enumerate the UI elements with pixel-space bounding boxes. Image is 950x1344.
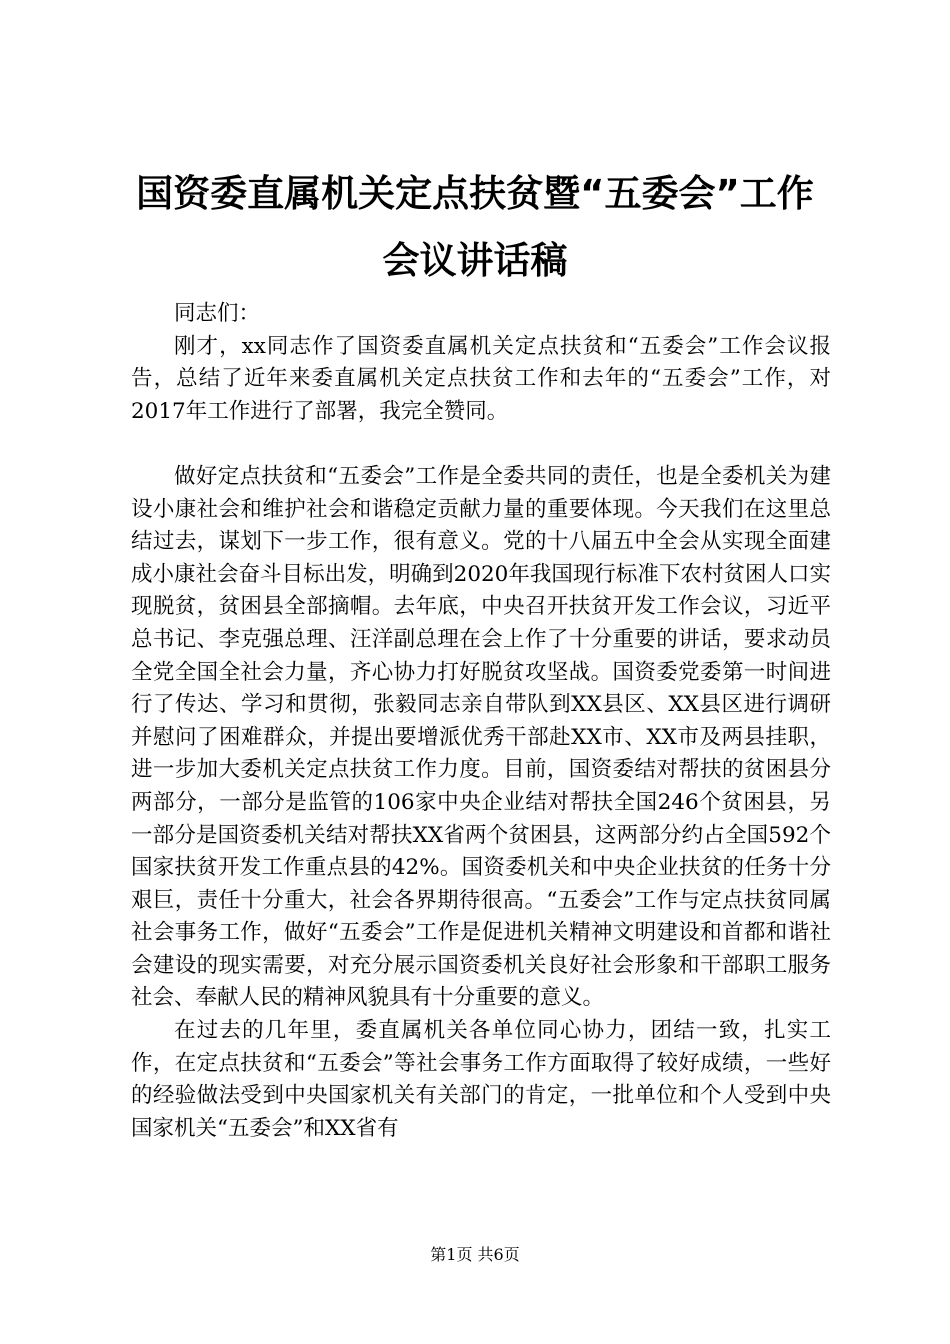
salutation-paragraph: 同志们： — [174, 301, 261, 326]
paragraph-gap — [131, 428, 831, 461]
body-paragraph-2: 做好定点扶贫和“五委会”工作是全委共同的责任，也是全委机关为建设小康社会和维护社会和谐稳定贡献力量的重要体现。今天我们在这里总结过去，谋划下一步工作，很有意义。党的十八届五中全会从实现全面建成小康社会奋斗目标出发，明确到2020年我国现行标准下农村贫困人口实现脱贫，贫困县全部摘帽。去年底，中央召开扶贫开发工作会议，习近平总书记、李克强总理、汪洋副总理在会上作了十分重要的讲话，要求动员全党全国全社会力量，齐心协力打好脱贫攻坚战。国资委党委第一时间进行了传达、学习和贯彻，张毅同志亲自带队到XX县区、XX县区进行调研并慰问了困难群众，并提出要增派优秀干部赴XX市、XX市及两县挂职，进一步加大委机关定点扶贫工作力度。目前，国资委结对帮扶的贫困县分两部分，一部分是监管的106家中央企业结对帮扶全国246个贫困县，另一部分是国资委机关结对帮扶XX省两个贫困县，这两部分约占全国592个国家扶贫开发工作重点县的42%。国资委机关和中央企业扶贫的任务十分艰巨，责任十分重大，社会各界期待很高。“五委会”工作与定点扶贫同属社会事务工作，做好“五委会”工作是促进机关精神文明建设和首都和谐社会建设的现实需要，对充分展示国资委机关良好社会形象和干部职工服务社会、奉献人民的精神风貌具有十分重要的意义。 — [131, 463, 831, 1011]
document-title: 国资委直属机关定点扶贫暨“五委会”工作会议讲话稿 — [136, 172, 814, 282]
body-paragraph-3: 在过去的几年里，委直属机关各单位同心协力，团结一致，扎实工作，在定点扶贫和“五委会”等社会事务工作方面取得了较好成绩，一些好的经验做法受到中央国家机关有关部门的肯定，一批单位和个人受到中央国家机关“五委会”和XX省有 — [131, 1018, 831, 1141]
body-paragraph-1: 刚才，xx同志作了国资委直属机关定点扶贫和“五委会”工作会议报告，总结了近年来委直属机关定点扶贫工作和去年的“五委会”工作，对2017年工作进行了部署，我完全赞同。 — [131, 333, 831, 424]
document-body — [131, 298, 831, 1145]
page-footer: 第1页 共6页 — [430, 1245, 520, 1264]
